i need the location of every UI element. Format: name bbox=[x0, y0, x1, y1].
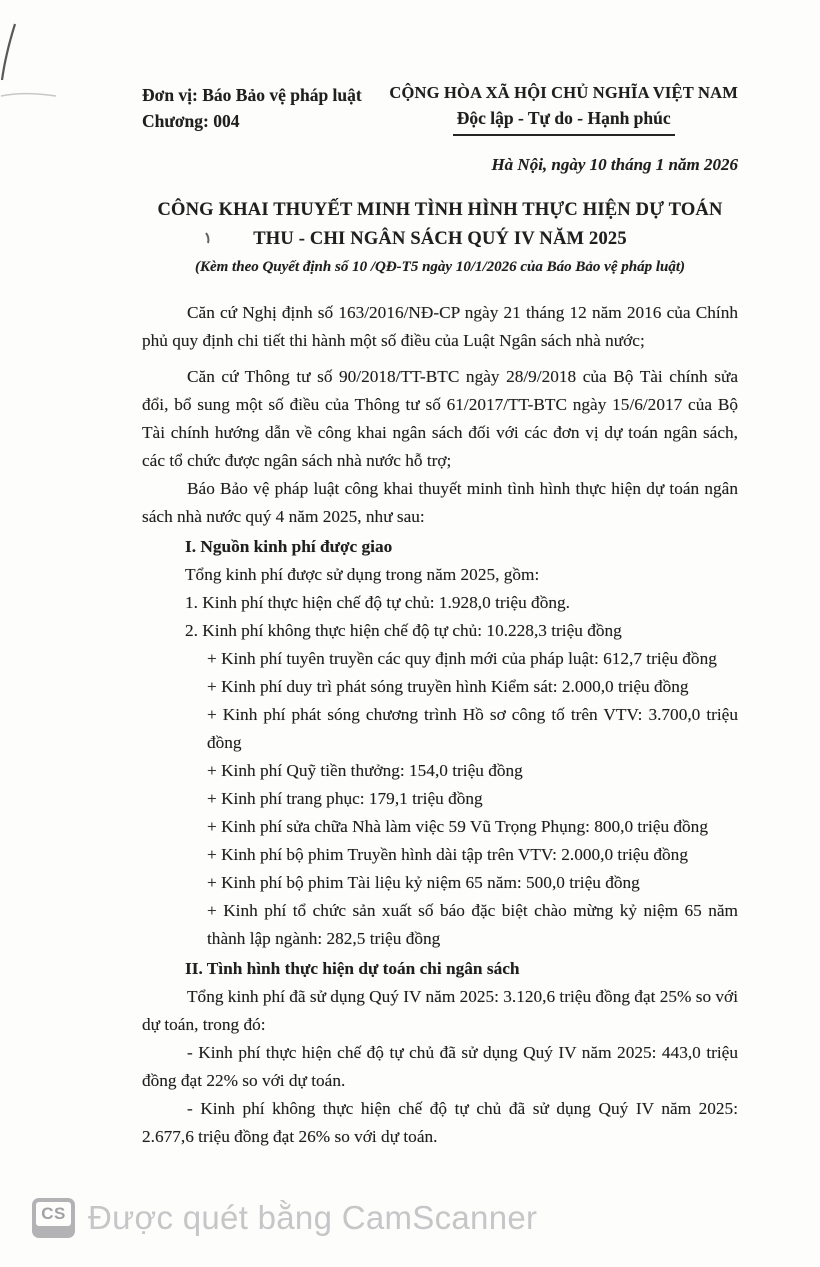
plus-item-8: + Kinh phí bộ phim Tài liệu kỷ niệm 65 năm: 500,0 triệu đồng bbox=[207, 873, 640, 892]
document-title-line1: CÔNG KHAI THUYẾT MINH TÌNH HÌNH THỰC HIỆN DỰ TOÁN bbox=[157, 200, 723, 220]
paragraph-legal-basis-2: Căn cứ Thông tư số 90/2018/TT-BTC ngày 28/9/2018 của Bộ Tài chính sửa đổi, bổ sung một số điều của Thông tư số 61/2017/TT-BTC ngày 15/6/2017 của Bộ Tài chính hướng dẫn về công khai ngân sách đối với các đơn vị dự toán ngân sách, các tổ chức được ngân sách nhà nước hỗ trợ; bbox=[142, 367, 738, 470]
plus-item-5: + Kinh phí trang phục: 179,1 triệu đồng bbox=[207, 789, 483, 808]
document-title-line2: THU - CHI NGÂN SÁCH QUÝ IV NĂM 2025 bbox=[253, 229, 627, 249]
document-subtitle: (Kèm theo Quyết định số 10 /QĐ-T5 ngày 10/1/2026 của Báo Bảo vệ pháp luật) bbox=[194, 259, 685, 275]
document-title-block bbox=[142, 198, 738, 278]
plus-item-1: + Kinh phí tuyên truyền các quy định mới của pháp luật: 612,7 triệu đồng bbox=[207, 649, 717, 668]
chapter-line: Chương: 004 bbox=[142, 111, 240, 131]
plus-item-3: + Kinh phí phát sóng chương trình Hồ sơ công tố trên VTV: 3.700,0 triệu đồng bbox=[207, 705, 738, 752]
document-content bbox=[142, 82, 738, 1151]
plus-item-6: + Kinh phí sửa chữa Nhà làm việc 59 Vũ Trọng Phụng: 800,0 triệu đồng bbox=[207, 817, 708, 836]
plus-item-4: + Kinh phí Quỹ tiền thưởng: 154,0 triệu đồng bbox=[207, 761, 523, 780]
numbered-item-2: 2. Kinh phí không thực hiện chế độ tự chủ: 10.228,3 triệu đồng bbox=[185, 621, 622, 640]
issuing-unit-block bbox=[142, 82, 389, 134]
section-heading-2: II. Tình hình thực hiện dự toán chi ngân sách bbox=[185, 959, 520, 978]
plus-item-9: + Kinh phí tổ chức sản xuất số báo đặc biệt chào mừng kỷ niệm 65 năm thành lập ngành: 282,5 triệu đồng bbox=[207, 901, 738, 948]
unit-line: Đơn vị: Báo Bảo vệ pháp luật bbox=[142, 85, 362, 105]
camscanner-watermark-text: Được quét bằng CamScanner bbox=[88, 1199, 538, 1236]
document-body bbox=[142, 299, 738, 1151]
dash-item-2: - Kinh phí không thực hiện chế độ tự chủ đã sử dụng Quý IV năm 2025: 2.677,6 triệu đồng đạt 26% so với dự toán. bbox=[142, 1099, 738, 1146]
total-budget-line: Tổng kinh phí được sử dụng trong năm 2025, gồm: bbox=[185, 565, 540, 584]
camscanner-icon-label-box bbox=[36, 1202, 71, 1226]
camscanner-icon bbox=[32, 1198, 75, 1238]
dash-item-1: - Kinh phí thực hiện chế độ tự chủ đã sử dụng Quý IV năm 2025: 443,0 triệu đồng đạt 22% so với dự toán. bbox=[142, 1043, 738, 1090]
national-heading-block bbox=[389, 82, 738, 136]
document-header bbox=[142, 82, 738, 136]
plus-item-2: + Kinh phí duy trì phát sóng truyền hình Kiểm sát: 2.000,0 triệu đồng bbox=[207, 677, 689, 696]
numbered-item-1: 1. Kinh phí thực hiện chế độ tự chủ: 1.928,0 triệu đồng. bbox=[185, 593, 570, 612]
section-heading-1: I. Nguồn kinh phí được giao bbox=[185, 537, 393, 556]
camscanner-icon-label: CS bbox=[41, 1204, 66, 1223]
national-motto: Độc lập - Tự do - Hạnh phúc bbox=[453, 108, 675, 136]
national-title: CỘNG HÒA XÃ HỘI CHỦ NGHĨA VIỆT NAM bbox=[389, 83, 738, 102]
place-date-line: Hà Nội, ngày 10 tháng 1 năm 2026 bbox=[491, 155, 738, 174]
paragraph-legal-basis-1: Căn cứ Nghị định số 163/2016/NĐ-CP ngày 21 tháng 12 năm 2016 của Chính phủ quy định chi tiết thi hành một số điều của Luật Ngân sách nhà nước; bbox=[142, 303, 738, 350]
paragraph-announcement: Báo Bảo vệ pháp luật công khai thuyết minh tình hình thực hiện dự toán ngân sách nhà nước quý 4 năm 2025, như sau: bbox=[142, 479, 738, 526]
plus-item-7: + Kinh phí bộ phim Truyền hình dài tập trên VTV: 2.000,0 triệu đồng bbox=[207, 845, 688, 864]
spending-total-line: Tổng kinh phí đã sử dụng Quý IV năm 2025: 3.120,6 triệu đồng đạt 25% so với dự toán, trong đó: bbox=[142, 987, 738, 1034]
camscanner-watermark bbox=[32, 1198, 537, 1238]
